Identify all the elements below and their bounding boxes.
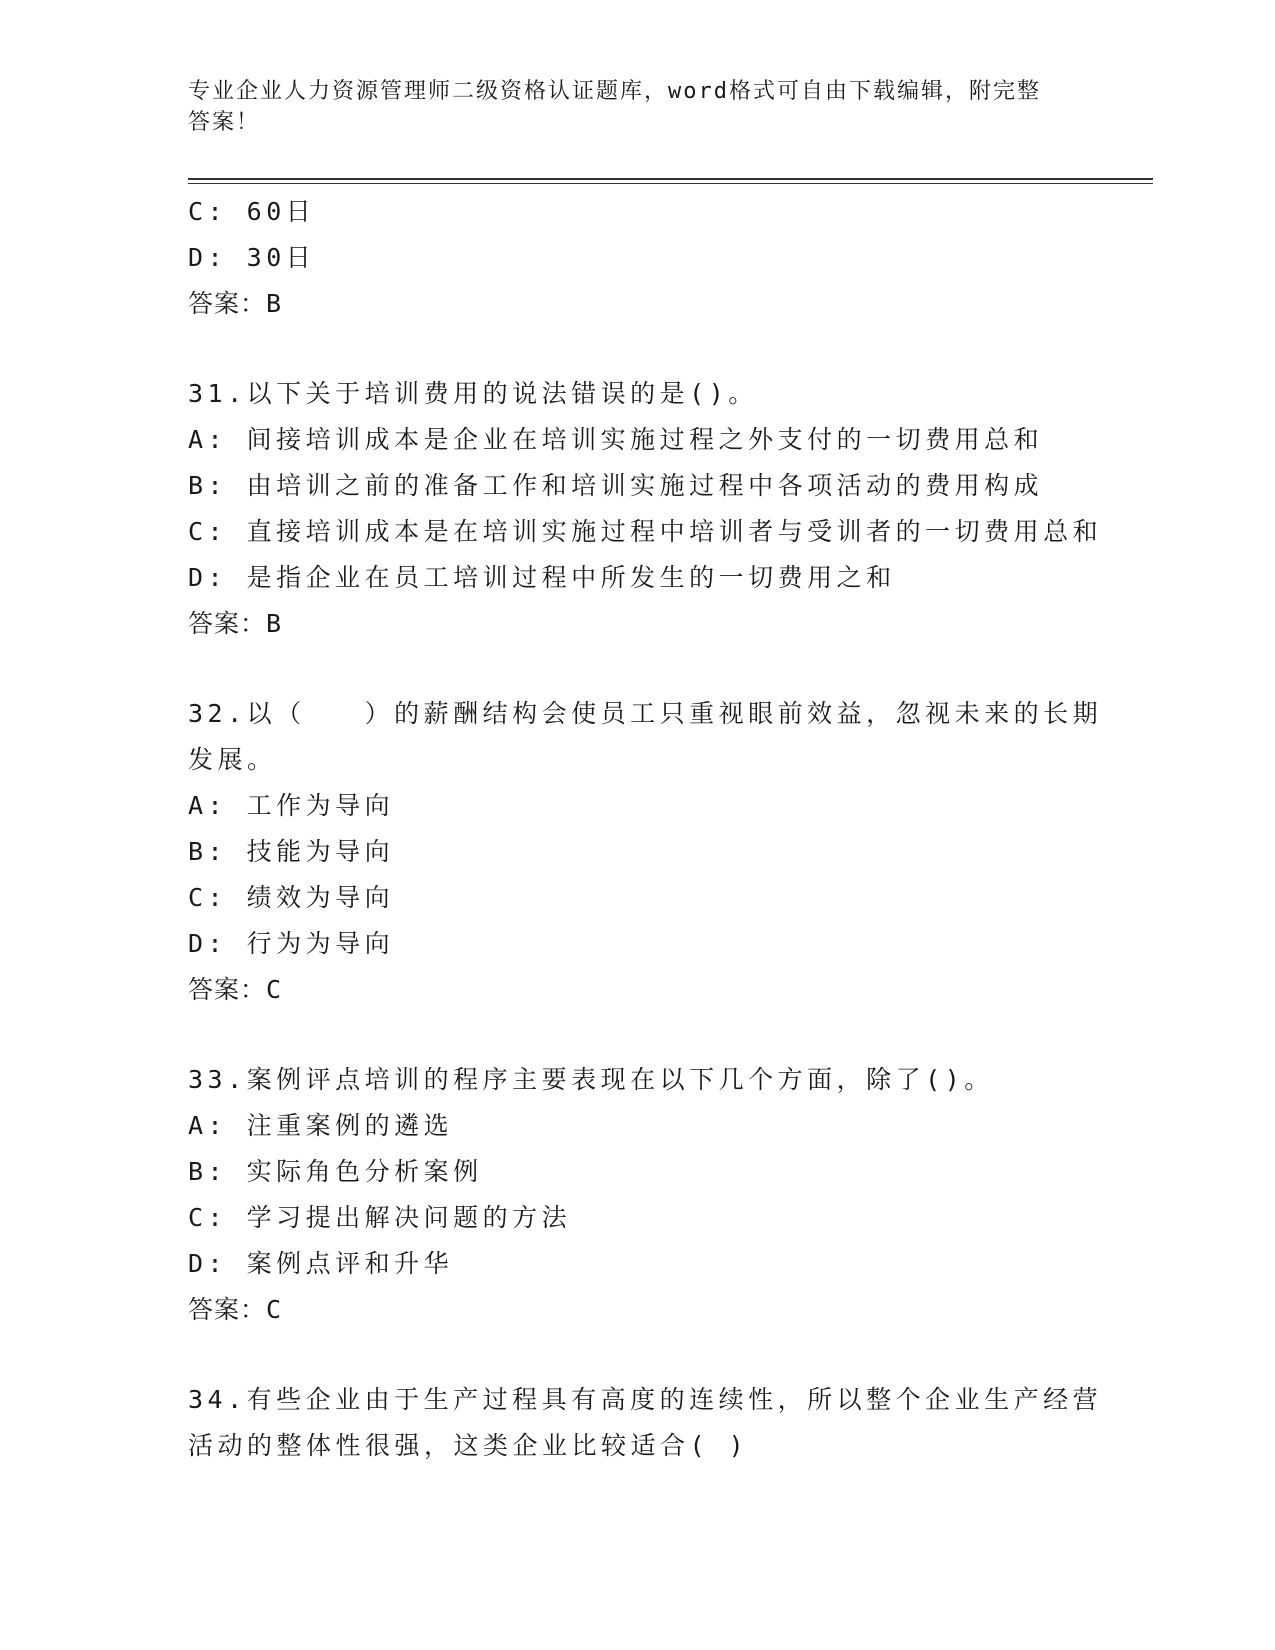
header-rule-thin [188,183,1153,184]
option-d: D: 案例点评和升华 [188,1249,454,1278]
option-c: C: 绩效为导向 [188,883,395,912]
spacer [188,1013,1088,1057]
header-line-2: 答案！ [188,110,261,135]
option-c: C: 60日 [188,197,316,226]
option-b: B: 技能为导向 [188,837,395,866]
question-32 [188,691,1103,1013]
question-31 [188,371,1103,647]
option-d: D: 行为为导向 [188,929,395,958]
question-stem: 34.有些企业由于生产过程具有高度的连续性，所以整个企业生产经营 [188,1385,1103,1414]
option-c: C: 直接培训成本是在培训实施过程中培训者与受训者的一切费用总和 [188,517,1103,546]
option-a: A: 工作为导向 [188,791,395,820]
option-d: D: 是指企业在员工培训过程中所发生的一切费用之和 [188,563,896,592]
spacer [188,327,1088,371]
page-header [188,76,1088,138]
answer-line: 答案：B [188,289,283,318]
option-d: D: 30日 [188,243,316,272]
question-30-tail [188,189,1088,327]
question-stem-continued: 发展。 [188,745,277,774]
question-34 [188,1377,1103,1469]
spacer [188,1333,1088,1377]
spacer [188,647,1088,691]
question-stem: 32.以（ ）的薪酬结构会使员工只重视眼前效益，忽视未来的长期 [188,699,1103,728]
question-33 [188,1057,1088,1333]
option-c: C: 学习提出解决问题的方法 [188,1203,572,1232]
header-rule-thick [188,178,1153,180]
answer-line: 答案：B [188,609,283,638]
question-list [188,189,1103,1469]
option-a: A: 间接培训成本是企业在培训实施过程之外支付的一切费用总和 [188,425,1044,454]
option-a: A: 注重案例的遴选 [188,1111,454,1140]
question-stem: 31.以下关于培训费用的说法错误的是()。 [188,379,758,408]
header-line-1: 专业企业人力资源管理师二级资格认证题库，word格式可自由下载编辑，附完整 [188,79,1041,104]
question-stem: 33.案例评点培训的程序主要表现在以下几个方面，除了()。 [188,1065,994,1094]
option-b: B: 由培训之前的准备工作和培训实施过程中各项活动的费用构成 [188,471,1044,500]
question-stem-continued: 活动的整体性很强，这类企业比较适合( ) [188,1431,749,1460]
answer-line: 答案：C [188,975,283,1004]
answer-line: 答案：C [188,1295,283,1324]
option-b: B: 实际角色分析案例 [188,1157,483,1186]
